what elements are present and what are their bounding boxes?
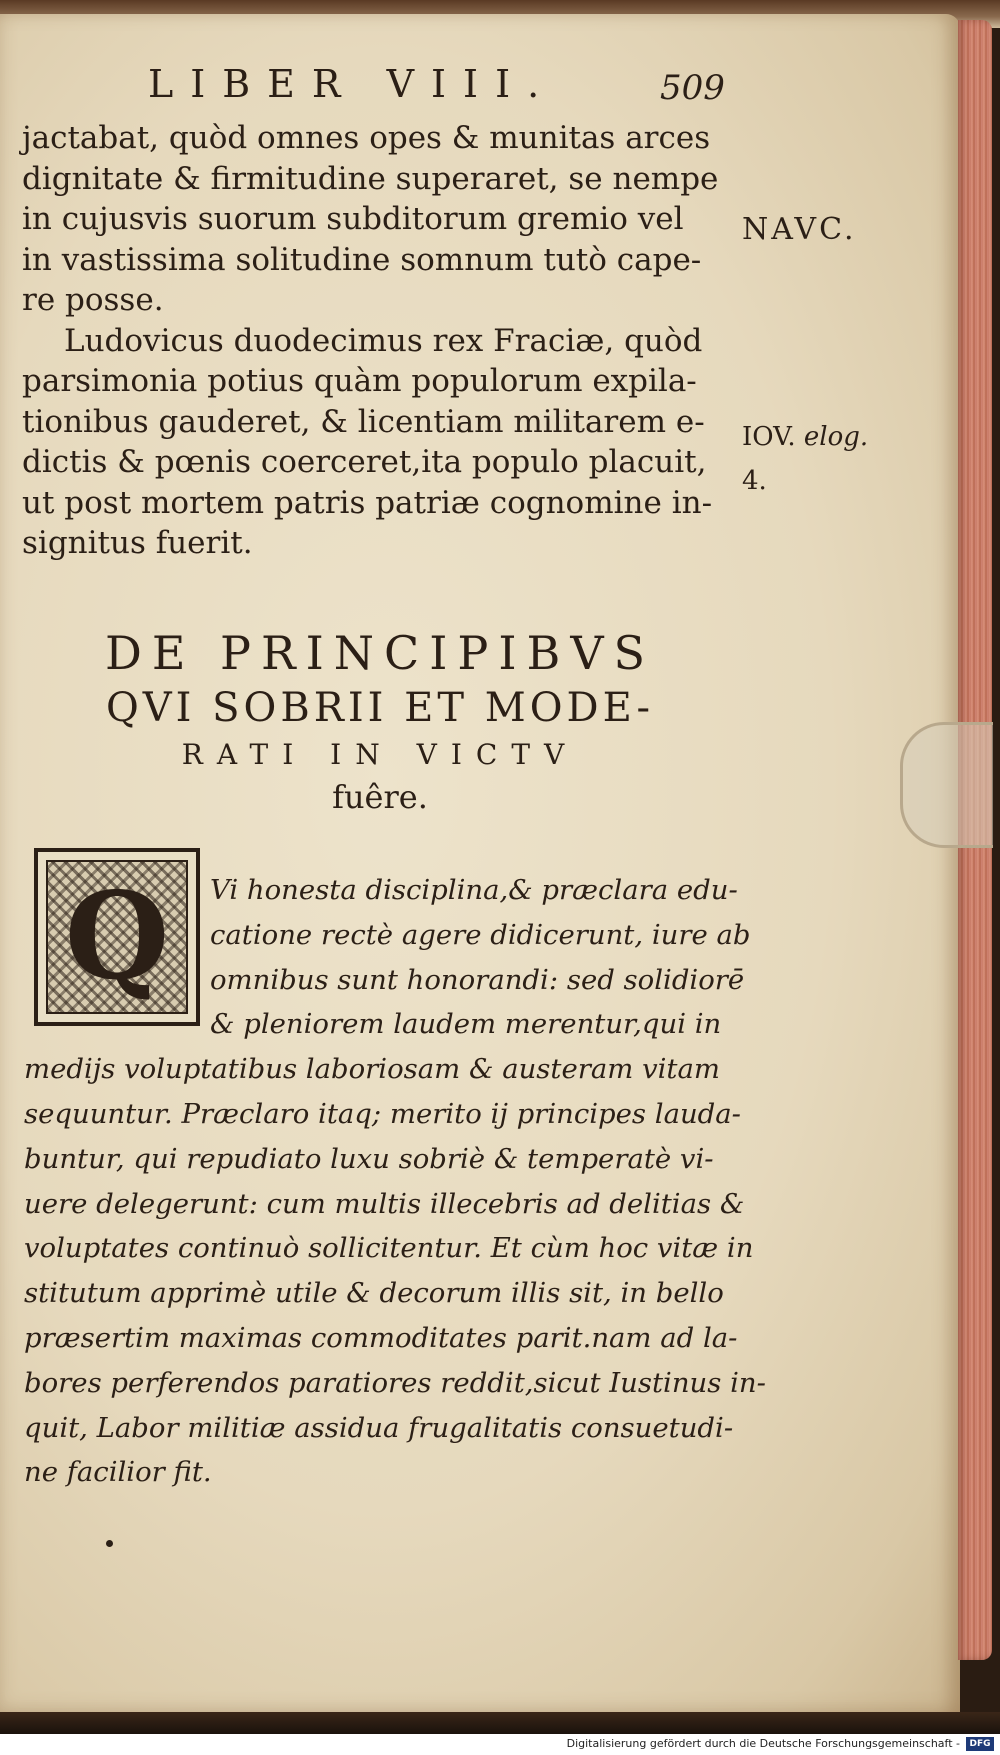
- text-line: voluptates continuò sollicitentur. Et cùm hoc vitæ in: [24, 1232, 754, 1265]
- decorated-initial-letter: Q: [64, 866, 170, 1007]
- text-line: & pleniorem laudem merentur,qui in: [210, 1008, 722, 1041]
- marginal-note-navc: NAVC.: [742, 212, 857, 247]
- dfg-logo: DFG: [966, 1737, 994, 1751]
- text-line: præsertim maximas commoditates parit.nam ad la-: [24, 1321, 738, 1354]
- chapter-heading-line-2: QVI SOBRII ET MODE-: [105, 685, 655, 731]
- text-line: re posse.: [22, 282, 164, 318]
- chapter-heading-line-3: RATI IN VICTV: [181, 738, 579, 771]
- ink-dot: [106, 1540, 113, 1547]
- text-line: in cujusvis suorum subditorum gremio vel: [22, 201, 684, 237]
- text-line: parsimonia potius quàm populorum expila-: [22, 363, 697, 399]
- text-line: in vastissima solitudine somnum tutò cape-: [22, 241, 702, 278]
- marginal-note-iov-abbrev: elog.: [803, 422, 869, 452]
- text-line: ne facilior fit.: [24, 1456, 212, 1489]
- body-text: [22, 118, 742, 564]
- text-line: signitus fuerit.: [22, 525, 253, 561]
- clasp-tab: [900, 722, 993, 848]
- chapter-heading-line-4: fuêre.: [332, 778, 428, 816]
- text-line: tionibus gauderet, & licentiam militarem e-: [22, 403, 705, 440]
- text-line: Vi honesta disciplina,& præclara edu-: [210, 874, 738, 906]
- text-line: quit, Labor militiæ assidua frugalitatis consuetudi-: [24, 1411, 734, 1444]
- text-line: stitutum apprimè utile & decorum illis sit, in bello: [24, 1277, 724, 1310]
- text-line: Ludovicus duodecimus rex Fraciæ, quòd: [64, 322, 703, 359]
- chapter-heading-line-1: DE PRINCIPIBVS: [104, 626, 656, 680]
- text-line: omnibus sunt honorandi: sed solidiorē: [210, 963, 745, 996]
- chapter-heading: [40, 625, 720, 819]
- text-line: ut post mortem patris patriæ cognomine in-: [22, 484, 713, 521]
- text-line: jactabat, quòd omnes opes & munitas arces: [22, 120, 711, 156]
- text-line: catione rectè agere didicerunt, iure ab: [210, 918, 751, 951]
- marginal-note-number: 4.: [742, 466, 767, 496]
- italic-paragraph: [24, 868, 766, 1495]
- text-line: sequuntur. Præclaro itaq; merito ij principes lauda-: [24, 1097, 741, 1130]
- page-number: 509: [660, 68, 725, 108]
- marginal-note-iov-name: IOV.: [742, 422, 796, 452]
- text-line: dictis & pœnis coerceret,ita populo placuit,: [22, 444, 707, 480]
- marginal-note-iov: [742, 422, 868, 452]
- text-line: bores perferendos paratiores reddit,sicut Iustinus in-: [24, 1366, 766, 1399]
- text-line: dignitate & firmitudine superaret, se nempe: [22, 160, 719, 197]
- text-line: buntur, qui repudiato luxu sobriè & temperatè vi-: [24, 1142, 714, 1175]
- book-bottom-edge: [0, 1712, 1000, 1734]
- text-line: medijs voluptatibus laboriosam & austeram vitam: [24, 1053, 720, 1086]
- text-line: uere delegerunt: cum multis illecebris ad delitias &: [24, 1187, 745, 1220]
- footer-credit: Digitalisierung gefördert durch die Deutsche Forschungsgemeinschaft -: [566, 1737, 960, 1750]
- running-head: LIBER VIII.: [148, 62, 557, 106]
- digitization-footer: [0, 1734, 1000, 1755]
